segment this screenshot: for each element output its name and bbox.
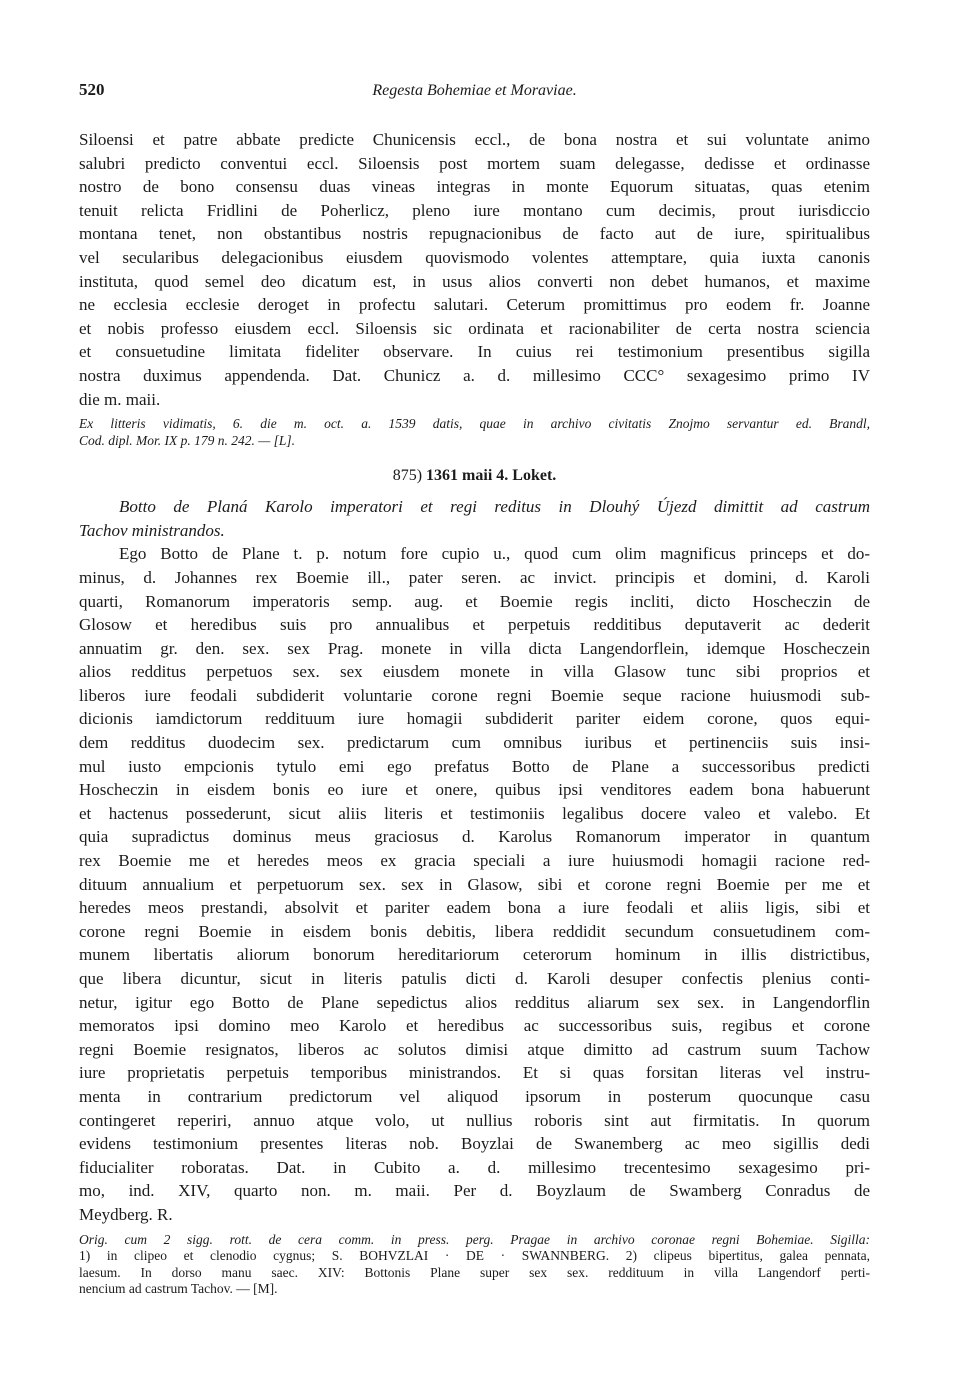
text-line: alios redditus perpetuos sex. sex eiusdem monete in villa Glasow tunc sibi proprios et: [79, 662, 870, 682]
text-line: Siloensi et patre abbate predicte Chunicensis eccl., de bona nostra et sui voluntate animo: [79, 130, 870, 149]
note-line: Orig. cum 2 sigg. rott. de cera comm. in press. perg. Pragae in archivo coronae regni Bohemiae. Sigilla:: [79, 1231, 870, 1247]
note-line: nencium ad castrum Tachov. — [M].: [79, 1281, 278, 1297]
text-line: nostro de bono consensu duas vineas integras in monte Equorum situatas, quas etenim: [79, 177, 870, 197]
text-line: quarti, Romanorum imperatoris semp. aug. et Boemie regis incliti, dicto Hoscheczin de: [79, 591, 870, 611]
note-line: Cod. dipl. Mor. IX p. 179 n. 242. — [L].: [79, 432, 296, 448]
text-line: ne ecclesia ecclesie deroget in profectu salutari. Ceterum promittimus pro eodem fr. Joanne: [79, 295, 870, 315]
running-title: Regesta Bohemiae et Moraviae.: [372, 82, 577, 99]
source-note: [79, 416, 870, 449]
text-line: annuatim gr. den. sex. sex Prag. monete in villa dicta Langendorflein, idemque Hoscheczein: [79, 638, 870, 658]
summary-line: Botto de Planá Karolo imperatori et regi reditus in Dlouhý Újezd dimittit ad castrum: [119, 497, 870, 517]
continuation-text: [79, 128, 870, 411]
text-line: evidens testimonium presentes literas nob. Boyzlai de Swanemberg ac meo sigillis dedi: [79, 1134, 870, 1154]
text-line: minus, d. Johannes rex Boemie ill., pater seren. ac invict. principis et domini, d. Karoli: [79, 567, 870, 587]
text-line: montana tenet, non obstantibus nostris repugnacionibus de facto aut de iure, spiritualibus: [79, 224, 870, 244]
page-header: [79, 80, 870, 104]
note-line: 1) in clipeo et clenodio cygnus; S. BOHVZLAI · DE · SWANNBERG. 2) clipeus bipertitus, galea pennata,: [79, 1248, 870, 1264]
note-line: laesum. In dorso manu saec. XIV: Bottonis Plane super sex sex. reddituum in villa Langendorf perti-: [79, 1264, 870, 1280]
text-line: regni Boemie resignatos, liberos ac solutos dimisi atque dimitto ad castrum suum Tachow: [79, 1039, 870, 1059]
text-line: die m. maii.: [79, 389, 161, 409]
entry-body: [79, 542, 870, 1226]
text-line: dituum annualium et perpetuorum sex. sex in Glasow, sibi et corone regni Boemie per me et: [79, 874, 870, 894]
text-line: et nobis professo eiusdem eccl. Siloensis sic ordinata et racionabiliter de certa nostra sciencia: [79, 318, 870, 338]
text-line: menta in contrarium predictorum vel aliquod ipsorum in posterum quocunque casu: [79, 1086, 870, 1106]
text-line: corone regni Boemie in eisdem bonis debitis, libera reddidit secundum consuetudinem com-: [79, 921, 870, 941]
text-line: salubri predicto conventui eccl. Siloensis post mortem suam delegasse, dedisse et ordinasse: [79, 153, 870, 173]
archival-note: [79, 1232, 870, 1298]
text-line: Meydberg. R.: [79, 1204, 173, 1224]
text-line: fiducialiter roboratas. Dat. in Cubito a. d. millesimo trecentesimo sexagesimo pri-: [79, 1157, 870, 1177]
entry-heading: [79, 465, 870, 487]
text-line: tenuit relicta Fridlini de Poherlicz, pleno iure montano cum decimis, prout iurisdiccio: [79, 200, 870, 220]
entry-number: 875): [392, 467, 423, 485]
note-line: Ex litteris vidimatis, 6. die m. oct. a. 1539 datis, quae in archivo civitatis Znojmo servantur ed. Brandl,: [79, 416, 870, 432]
summary-line: Tachov ministrandos.: [79, 520, 225, 540]
text-line: iure proprietatis perpetuis temporibus ministrandos. Et si quas forsitan literas vel instru-: [79, 1063, 870, 1083]
text-line: memoratos ipsi domino meo Karolo et heredibus ac successoribus suis, regibus et corone: [79, 1016, 870, 1036]
text-line: dicionis iamdictorum reddituum iure homagii subdiderit pariter eidem corone, quos equi-: [79, 709, 870, 729]
entry-summary: [79, 495, 870, 542]
text-line: instituta, quod semel deo dicatum est, in usus alios converti non debet humanos, et maxime: [79, 271, 870, 291]
text-line: quia supradictus dominus meus graciosus d. Karolus Romanorum imperator in quantum: [79, 827, 870, 847]
text-line: Ego Botto de Plane t. p. notum fore cupio u., quod cum olim magnificus princeps et do-: [119, 544, 870, 564]
entry-date-place: 1361 maii 4. Loket.: [426, 467, 557, 485]
text-line: heredes meos prestandi, absolvit et pariter eadem bona a iure feodali et aliis ligis, sibi et: [79, 898, 870, 918]
text-line: dem redditus duodecim sex. predictarum cum omnibus iuribus et pertinenciis suis insi-: [79, 733, 870, 753]
text-line: munem libertatis aliorum bonorum hereditariorum ceterorum hominum in illis districtibus,: [79, 945, 870, 965]
text-line: contingeret reperiri, annuo atque volo, ut nullius roboris sint aut firmitatis. In quorum: [79, 1110, 870, 1130]
text-line: que libera dicuntur, sicut in literis patulis dicti d. Karoli desuper confectis plenius conti-: [79, 969, 870, 988]
text-line: netur, igitur ego Botto de Plane sepedictus alios redditus aliarum sex sex. in Langendorflin: [79, 992, 870, 1012]
page-content: [79, 128, 870, 1298]
text-line: rex Boemie me et heredes meos ex gracia speciali a iure huiusmodi homagii racione red-: [79, 851, 870, 871]
text-line: Glosow et heredibus suis pro annualibus et perpetuis redditibus deputaverit ac dederit: [79, 615, 870, 635]
text-line: mul iusto empcionis tytulo emi ego prefatus Botto de Plane a successoribus predicti: [79, 756, 870, 776]
text-line: et hactenus possederunt, sicut aliis literis et testimoniis legalibus docere valeo et valebo. Et: [79, 803, 870, 823]
text-line: et consuetudine limitata fideliter observare. In cuius rei testimonium presentibus sigilla: [79, 342, 870, 362]
text-line: liberos iure feodali subdiderit voluntarie corone regni Boemie seque racione huiusmodi sub-: [79, 685, 870, 705]
text-line: mo, ind. XIV, quarto non. m. maii. Per d. Boyzlaum de Swamberg Conradus de: [79, 1181, 870, 1201]
page-number: 520: [79, 80, 105, 99]
text-line: vel secularibus delegacionibus eiusdem quovismodo volentes attemptare, quia iuxta canonis: [79, 247, 870, 267]
text-line: nostra duximus appendenda. Dat. Chunicz a. d. millesimo CCC° sexagesimo primo IV: [79, 365, 870, 385]
text-line: Hoscheczin in eisdem bonis eo iure et onere, quibus ipsi venditores eadem bona habuerunt: [79, 780, 870, 800]
